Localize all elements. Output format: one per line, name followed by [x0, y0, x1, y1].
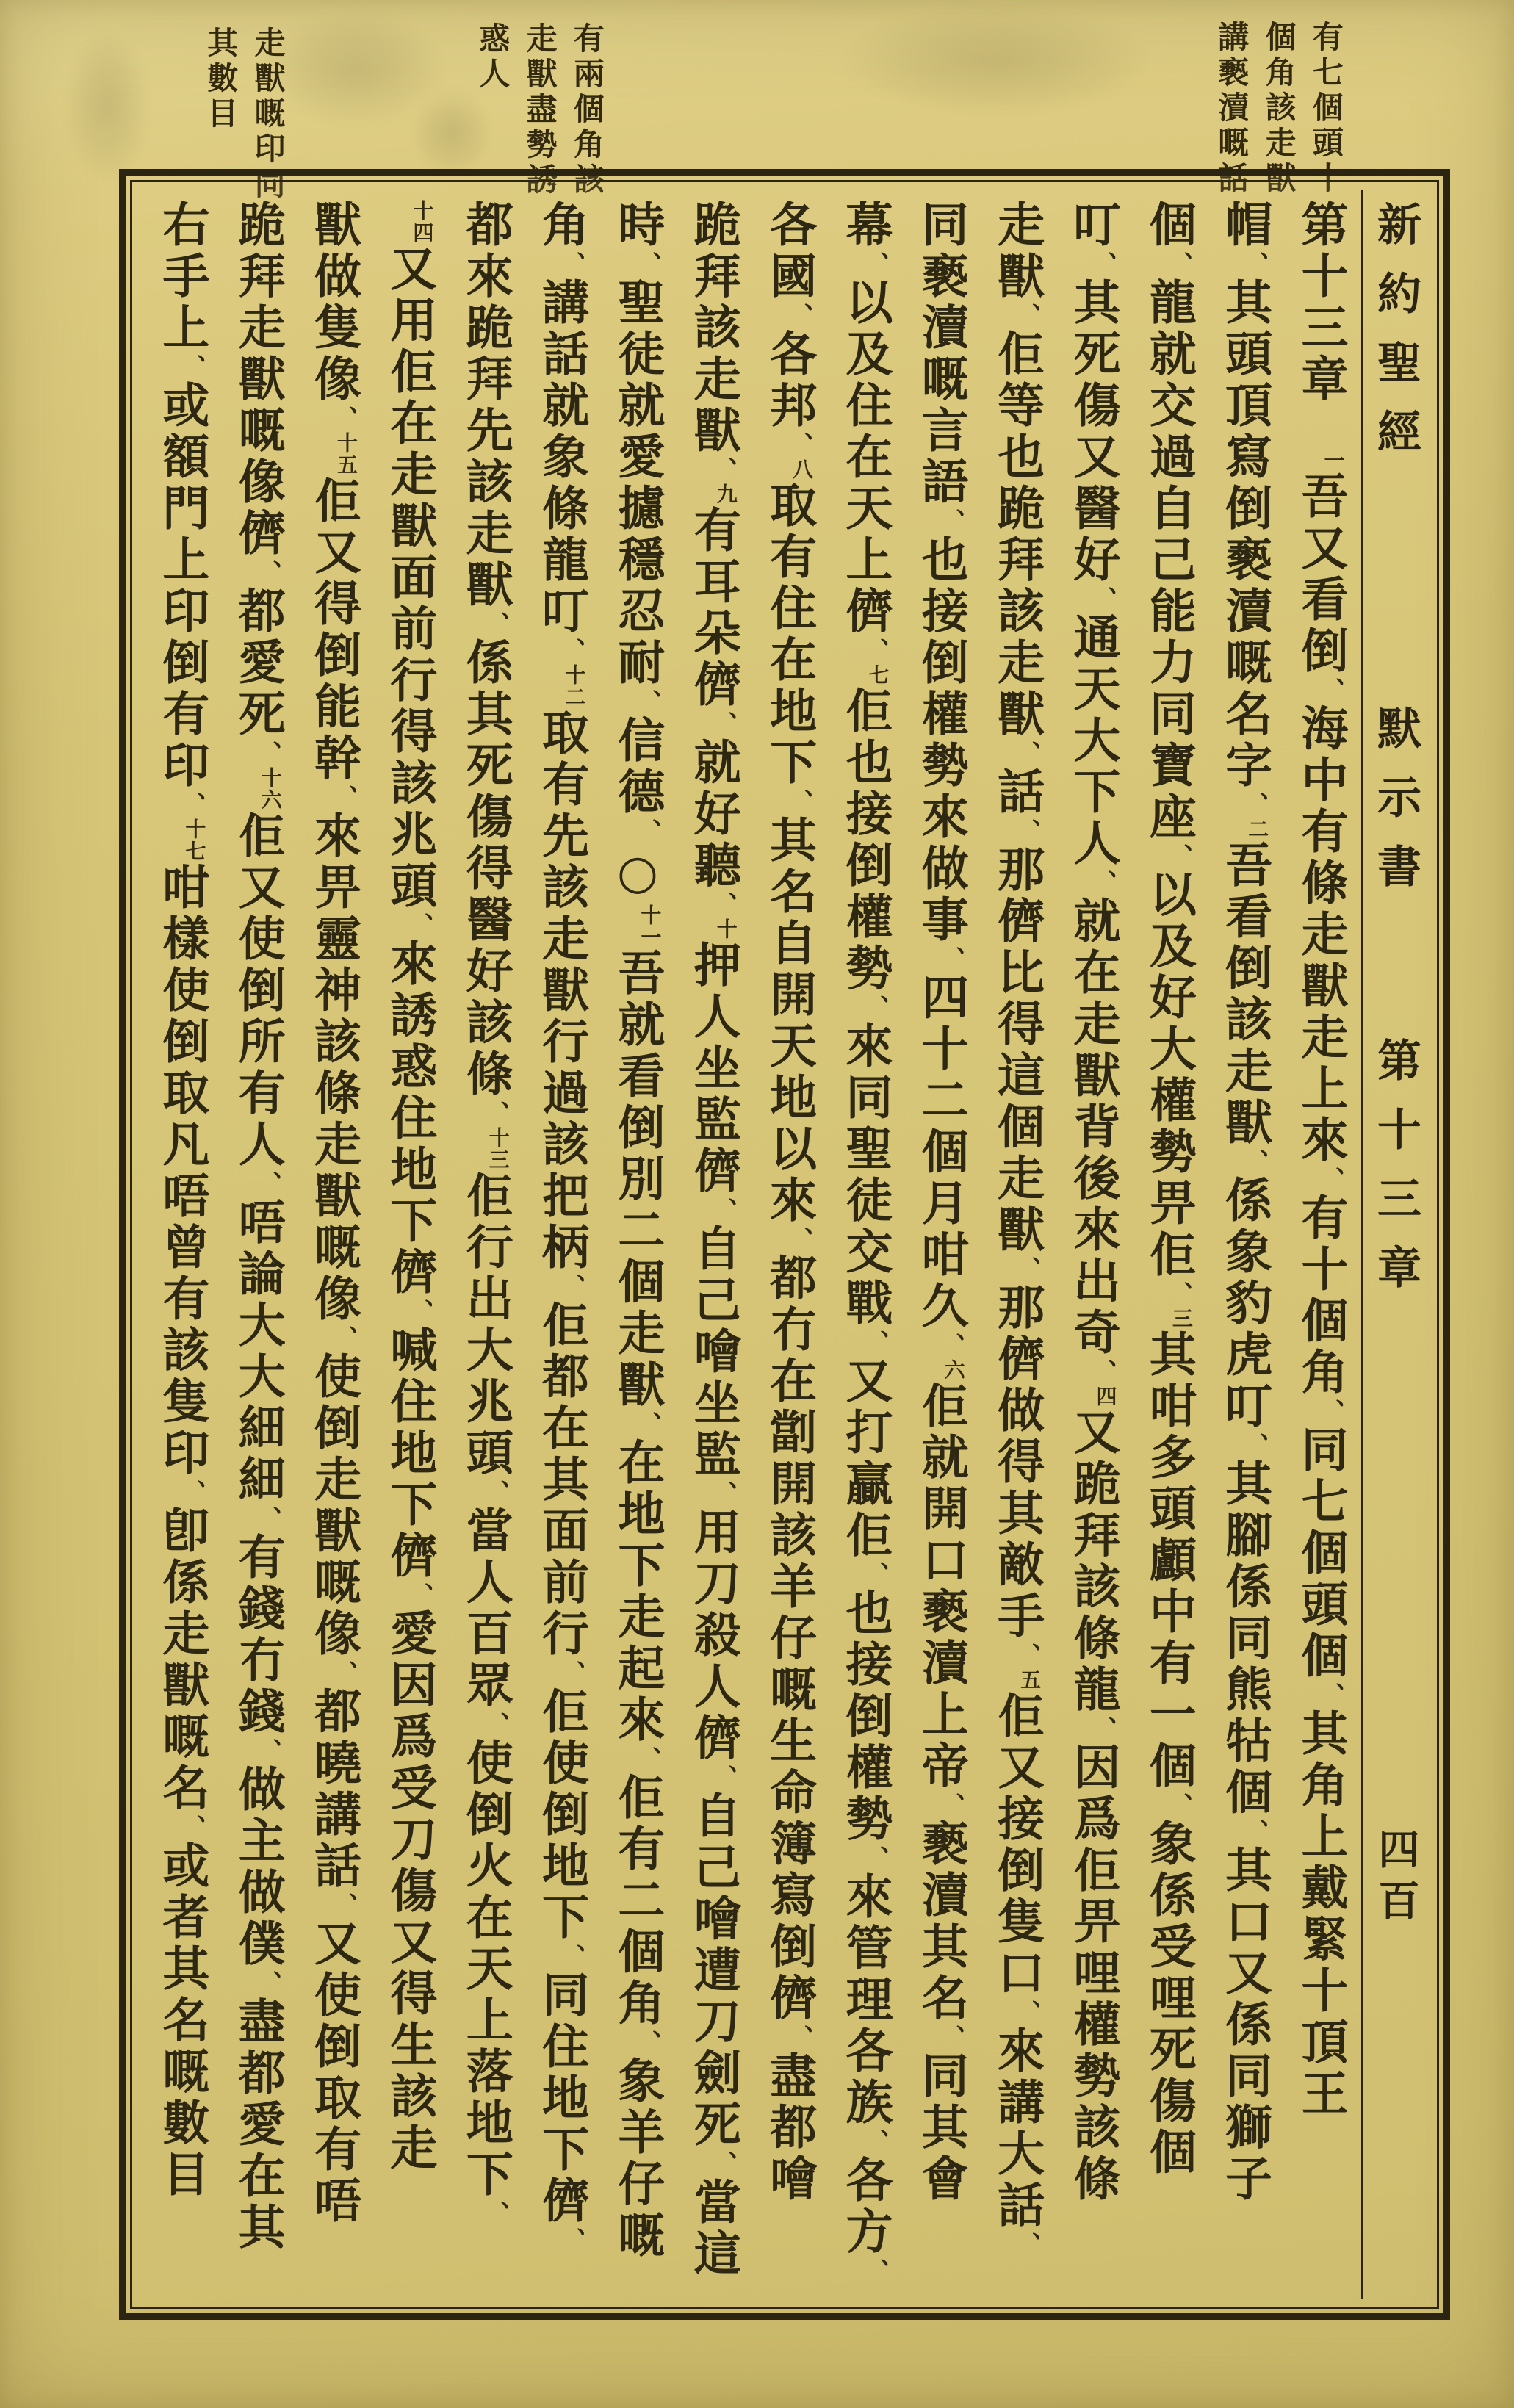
ideographic-comma: 、 [784, 303, 814, 329]
ideographic-comma: 、 [632, 1746, 662, 1773]
ideographic-comma: 、 [404, 1582, 434, 1609]
verse-number: 十三 [486, 1127, 511, 1171]
margin-note-column: 個角該走獸 [1261, 21, 1297, 197]
text-column: 第十三章一吾又看倒、海中有條走獸走上來、有十個角、同七個頭個、其角上戴緊十頂王 [1293, 200, 1349, 2120]
ideographic-comma: 、 [1087, 870, 1117, 896]
ideographic-comma: 、 [1239, 251, 1269, 278]
ideographic-comma: 、 [1012, 2000, 1042, 2026]
ideographic-comma: 、 [1315, 1682, 1345, 1709]
ideographic-comma: 、 [252, 1506, 282, 1532]
ideographic-comma: 、 [859, 2258, 890, 2285]
ideographic-comma: 、 [556, 1660, 586, 1687]
ideographic-comma: 、 [707, 1481, 738, 1507]
ideographic-comma: 、 [1239, 1432, 1269, 1459]
verse-number: 四 [1093, 1385, 1118, 1407]
ideographic-comma: 、 [632, 1411, 662, 1438]
ideographic-comma: 、 [1087, 1359, 1117, 1385]
ideographic-comma: 、 [935, 2025, 965, 2051]
text-column: 跪拜走獸嘅像儕、都愛死、十六佢又使倒所有人、唔論大大細細、有錢冇錢、做主做僕、盡都愛在其 [230, 200, 286, 2254]
ideographic-comma: 、 [1163, 1792, 1193, 1819]
running-title-column [1361, 190, 1428, 2299]
ideographic-comma: 、 [556, 2227, 586, 2254]
verse-number: 六 [941, 1359, 966, 1381]
ideographic-comma: 、 [252, 1171, 282, 1197]
verse-number: 一 [1321, 450, 1346, 472]
ideographic-comma: 、 [859, 2129, 890, 2155]
ideographic-comma: 、 [556, 1944, 586, 1970]
margin-note-column: 走獸嘅印同 [250, 26, 286, 203]
ideographic-comma: 、 [784, 2025, 814, 2051]
ink-bleed-smudge [264, 10, 448, 128]
ideographic-comma: 、 [859, 251, 890, 278]
text-column: 帽、其頭頂寫倒褻瀆嘅名字、二吾看倒該走獸、係象豹虎叮、其腳係同熊牯個、其口又係同獅子 [1217, 200, 1273, 2205]
chapter-title: 第十三章 [1370, 1037, 1421, 1313]
ideographic-comma: 、 [632, 818, 662, 845]
ideographic-comma: 、 [1087, 586, 1117, 613]
text-column: 獸做隻像、十五佢又得倒能幹、來畀靈神該條走獸嘅像、使倒走獸嘅像、都曉講話、又使倒取有唔 [306, 200, 362, 2227]
ideographic-comma: 、 [252, 1738, 282, 1764]
ideographic-comma: 、 [480, 1479, 510, 1506]
body-columns [141, 190, 1361, 2299]
ideographic-comma: 、 [859, 638, 890, 664]
section-title: 默示書 [1370, 705, 1421, 912]
ideographic-comma: 、 [1012, 740, 1042, 767]
verse-number: 二 [1245, 818, 1270, 840]
ideographic-comma: 、 [1239, 1819, 1269, 1845]
ideographic-comma: 、 [1239, 1149, 1269, 1175]
ideographic-comma: 、 [556, 251, 586, 278]
ideographic-comma: 、 [1163, 251, 1193, 278]
ideographic-comma: 、 [1163, 843, 1193, 870]
page-frame-inner-rule [130, 180, 1439, 2309]
ideographic-comma: 、 [632, 689, 662, 715]
margin-note-column: 走獸盡勢誘 [522, 22, 558, 198]
ideographic-comma: 、 [480, 2201, 510, 2227]
ideographic-comma: 、 [1012, 2232, 1042, 2258]
ideographic-comma: 、 [1087, 251, 1117, 278]
ideographic-comma: 、 [1012, 1256, 1042, 1283]
ideographic-comma: 、 [859, 1845, 890, 1872]
ideographic-comma: 、 [328, 1892, 358, 1919]
verse-number: 三 [1169, 1308, 1194, 1330]
ideographic-comma: 、 [935, 946, 965, 973]
ideographic-comma: 、 [859, 1330, 890, 1356]
ideographic-comma: 、 [252, 560, 282, 586]
text-column: 都來跪拜先該走獸、係其死傷得醫好該條、十三佢行出大兆頭、當人百眾、使倒火在天上落地下、 [458, 200, 513, 2227]
verse-number: 十五 [334, 432, 359, 476]
ideographic-comma: 、 [935, 508, 965, 535]
ideographic-comma: 、 [707, 2151, 738, 2177]
ideographic-comma: 、 [935, 1333, 965, 1359]
ideographic-comma: 、 [1239, 792, 1269, 818]
verse-number: 十二 [562, 664, 587, 708]
verse-number: 九 [713, 483, 738, 505]
ideographic-comma: 、 [252, 740, 282, 767]
margin-note-column: 講褻瀆嘅話 [1214, 21, 1250, 197]
book-title: 新約聖經 [1370, 201, 1421, 477]
ideographic-comma: 、 [1012, 1643, 1042, 1669]
verse-number: 十七 [182, 818, 207, 862]
ideographic-comma: 、 [480, 1100, 510, 1127]
margin-note-column: 惑人 [475, 22, 511, 93]
verse-number: 五 [1017, 1669, 1042, 1691]
ideographic-comma: 、 [632, 2030, 662, 2056]
text-column: 走獸、佢等也跪拜該走獸、話、那儕比得這個走獸、那儕做得其敵手、五佢又接倒隻口、來講大話、 [989, 200, 1045, 2258]
page-number: 四百 [1371, 1828, 1421, 1931]
ideographic-comma: 、 [176, 792, 206, 818]
text-column: 角、講話就象條龍叮、十二取有先該走獸行過該把柄、佢都在其面前行、佢使倒地下、同住地下儕、 [534, 200, 590, 2254]
ideographic-comma: 、 [707, 1764, 738, 1791]
ideographic-comma: 、 [252, 1970, 282, 1997]
text-column: 跪拜該走獸、九有耳朵儕、就好聽、十押人坐監儕、自己噲坐監、用刀殺人儕、自己噲遭刀劍死、當這 [685, 200, 741, 2280]
ideographic-comma: 、 [328, 1660, 358, 1687]
ideographic-comma: 、 [480, 611, 510, 638]
ideographic-comma: 、 [176, 354, 206, 381]
page-content [141, 190, 1428, 2299]
text-column: 右手上、或額門上印倒有印、十七咁樣使倒取凡唔曾有該隻印、卽係走獸嘅名、或者其名嘅數目 [154, 200, 210, 2201]
ideographic-comma: 、 [1163, 1281, 1193, 1308]
ideographic-comma: 、 [328, 405, 358, 432]
verse-number: 十一 [638, 904, 663, 948]
ideographic-comma: 、 [632, 251, 662, 278]
ideographic-comma: 、 [707, 892, 738, 918]
ideographic-comma: 、 [707, 1197, 738, 1224]
verse-number: 十 [713, 918, 738, 940]
ideographic-comma: 、 [784, 432, 814, 458]
ideographic-comma: 、 [556, 1274, 586, 1300]
text-column: 時、聖徒就愛攄穩忍耐、信德、○十一吾就看倒別二個走獸、在地下走起來、佢有二個角、象羊仔嘅 [610, 200, 666, 2262]
ideographic-comma: 、 [404, 912, 434, 939]
text-column: 個、龍就交過自己能力同寶座、以及好大權勢畀佢、三其咁多頭顱中有一個、象係受哩死傷個 [1141, 200, 1197, 2179]
page-frame [119, 169, 1450, 2320]
ideographic-comma: 、 [328, 785, 358, 811]
margin-note-column: 有七個頭十 [1308, 21, 1344, 197]
verse-number: 八 [790, 458, 815, 480]
ideographic-comma: 、 [1315, 677, 1345, 704]
ink-bleed-smudge [837, 6, 1153, 116]
ideographic-comma: 、 [1012, 818, 1042, 845]
verse-number: 七 [865, 664, 890, 686]
text-column: 叮、其死傷又醫好、通天大下人、就在走獸背後來出奇、四又跪拜該條龍、因爲佢畀哩權勢該條 [1065, 200, 1121, 2205]
ideographic-comma: 、 [176, 1814, 206, 1841]
ideographic-comma: 、 [707, 711, 738, 738]
ideographic-comma: 、 [859, 995, 890, 1021]
ideographic-comma: 、 [784, 789, 814, 815]
ideographic-comma: 、 [859, 1562, 890, 1588]
text-column: 各國、各邦、八取有住在地下、其名自開天地以來、都冇在劏開該羊仔嘅生命簿寫倒儕、盡都噲 [762, 200, 818, 2205]
ideographic-comma: 、 [1012, 303, 1042, 329]
ideographic-comma: 、 [480, 1712, 510, 1738]
margin-note-column: 有兩個角該 [569, 22, 605, 198]
ink-bleed-smudge [63, 29, 151, 184]
ideographic-comma: 、 [404, 1299, 434, 1325]
verse-number: 十四 [410, 200, 435, 244]
ideographic-comma: 、 [707, 457, 738, 483]
ideographic-comma: 、 [1087, 1716, 1117, 1742]
column-gap [1320, 405, 1322, 450]
ideographic-comma: 、 [935, 1792, 965, 1819]
ideographic-comma: 、 [784, 1227, 814, 1253]
text-column: 幕、以及住在天上儕、七佢也接倒權勢、來同聖徒交戰、又打贏佢、也接倒權勢、來管理各族、各方、 [837, 200, 893, 2285]
ideographic-comma: 、 [1315, 1399, 1345, 1425]
text-column: 十四又用佢在走獸面前行得該兆頭、來誘惑住地下儕、喊住地下儕、愛因爲受刀傷又得生該走 [382, 200, 438, 2174]
ideographic-comma: 、 [556, 638, 586, 664]
verse-number: 十六 [258, 767, 283, 811]
ideographic-comma: 、 [1315, 1167, 1345, 1193]
margin-note-column: 其數目 [203, 26, 239, 132]
ideographic-comma: 、 [328, 1325, 358, 1352]
text-column: 同褻瀆嘅言語、也接倒權勢來做事、四十二個月咁久、六佢就開口褻瀆上帝、褻瀆其名、同其會 [913, 200, 969, 2205]
ideographic-comma: 、 [176, 1479, 206, 1506]
